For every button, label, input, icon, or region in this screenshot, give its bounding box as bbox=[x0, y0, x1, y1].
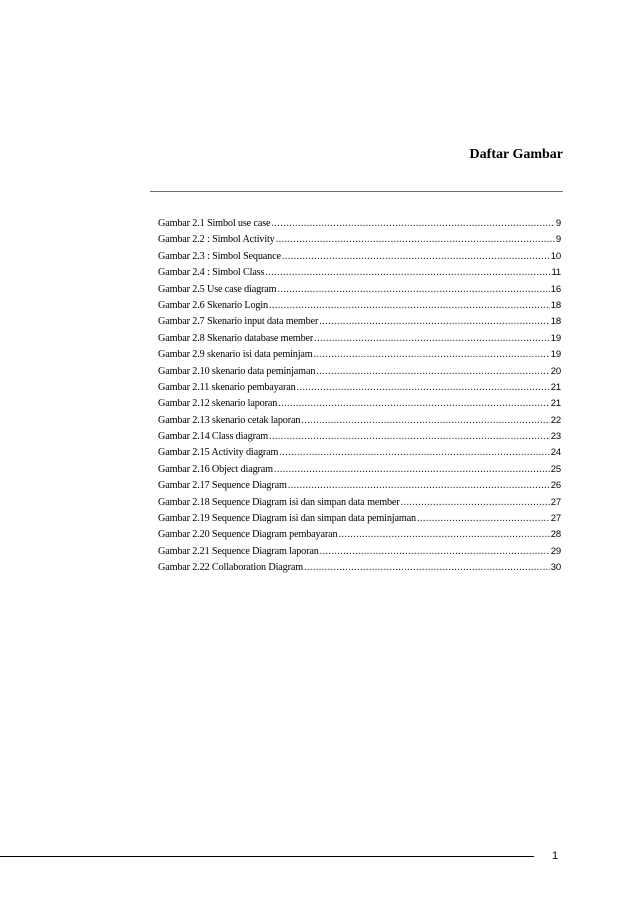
toc-dot-leader bbox=[278, 396, 550, 412]
toc-entry[interactable] bbox=[158, 364, 561, 380]
toc-entry-page-number: 19 bbox=[550, 349, 561, 361]
toc-entry-label: Gambar 2.15 Activity diagram bbox=[158, 447, 279, 459]
toc-entry-label: Gambar 2.17 Sequence Diagram bbox=[158, 480, 287, 492]
toc-entry-page-number: 25 bbox=[550, 463, 561, 475]
toc-dot-leader bbox=[319, 314, 549, 330]
toc-dot-leader bbox=[401, 495, 550, 511]
toc-entry[interactable] bbox=[158, 413, 561, 429]
title-divider bbox=[150, 191, 563, 192]
toc-dot-leader bbox=[269, 429, 550, 445]
toc-entry-page-number: 21 bbox=[550, 381, 561, 393]
toc-entry[interactable] bbox=[158, 527, 561, 543]
toc-entry-label: Gambar 2.8 Skenario database member bbox=[158, 332, 314, 344]
toc-entry-label: Gambar 2.20 Sequence Diagram pembayaran bbox=[158, 529, 338, 541]
toc-entry-page-number: 18 bbox=[550, 316, 561, 328]
toc-entry[interactable] bbox=[158, 511, 561, 527]
toc-entry[interactable] bbox=[158, 282, 561, 298]
toc-entry[interactable] bbox=[158, 478, 561, 494]
toc-entry-page-number: 22 bbox=[550, 414, 561, 426]
toc-entry-label: Gambar 2.7 Skenario input data member bbox=[158, 316, 319, 328]
toc-entry-label: Gambar 2.19 Sequence Diagram isi dan simpan data peminjaman bbox=[158, 513, 416, 525]
toc-dot-leader bbox=[282, 249, 550, 265]
toc-entry-label: Gambar 2.9 skenario isi data peminjam bbox=[158, 349, 313, 361]
toc-entry[interactable] bbox=[158, 560, 561, 576]
figure-list bbox=[158, 216, 561, 577]
toc-entry-label: Gambar 2.12 skenario laporan bbox=[158, 398, 278, 410]
toc-dot-leader bbox=[304, 560, 550, 576]
toc-dot-leader bbox=[320, 544, 550, 560]
toc-entry-label: Gambar 2.2 : Simbol Activity bbox=[158, 234, 275, 246]
toc-entry[interactable] bbox=[158, 331, 561, 347]
toc-dot-leader bbox=[314, 347, 550, 363]
toc-entry-page-number: 16 bbox=[550, 283, 561, 295]
toc-dot-leader bbox=[265, 265, 550, 281]
toc-entry[interactable] bbox=[158, 232, 561, 248]
toc-dot-leader bbox=[316, 364, 549, 380]
toc-dot-leader bbox=[269, 298, 550, 314]
toc-entry-page-number: 26 bbox=[550, 480, 561, 492]
toc-entry[interactable] bbox=[158, 495, 561, 511]
toc-entry-label: Gambar 2.11 skenario pembayaran bbox=[158, 381, 296, 393]
toc-entry-page-number: 30 bbox=[550, 562, 561, 574]
toc-dot-leader bbox=[276, 232, 555, 248]
toc-entry-label: Gambar 2.5 Use case diagram bbox=[158, 283, 277, 295]
toc-entry-page-number: 9 bbox=[555, 218, 561, 229]
toc-dot-leader bbox=[274, 462, 550, 478]
toc-entry-label: Gambar 2.4 : Simbol Class bbox=[158, 267, 265, 279]
toc-dot-leader bbox=[277, 282, 549, 298]
toc-entry-label: Gambar 2.6 Skenario Login bbox=[158, 299, 268, 311]
toc-entry[interactable] bbox=[158, 396, 561, 412]
toc-dot-leader bbox=[279, 445, 549, 461]
toc-entry-page-number: 27 bbox=[550, 496, 561, 508]
toc-entry-page-number: 20 bbox=[550, 365, 561, 377]
toc-entry[interactable] bbox=[158, 462, 561, 478]
toc-entry[interactable] bbox=[158, 314, 561, 330]
toc-entry-page-number: 18 bbox=[550, 299, 561, 311]
toc-entry[interactable] bbox=[158, 298, 561, 314]
toc-entry[interactable] bbox=[158, 347, 561, 363]
toc-entry-page-number: 11 bbox=[551, 267, 561, 279]
toc-dot-leader bbox=[417, 511, 550, 527]
toc-entry-label: Gambar 2.3 : Simbol Sequance bbox=[158, 250, 281, 262]
toc-entry-page-number: 29 bbox=[550, 545, 561, 557]
toc-entry[interactable] bbox=[158, 265, 561, 281]
toc-entry-label: Gambar 2.13 skenario cetak laporan bbox=[158, 414, 301, 426]
toc-entry[interactable] bbox=[158, 445, 561, 461]
toc-entry-label: Gambar 2.10 skenario data peminjaman bbox=[158, 365, 316, 377]
toc-entry[interactable] bbox=[158, 544, 561, 560]
toc-entry[interactable] bbox=[158, 249, 561, 265]
toc-entry-page-number: 10 bbox=[550, 250, 561, 262]
toc-entry[interactable] bbox=[158, 216, 561, 232]
toc-dot-leader bbox=[288, 478, 550, 494]
toc-entry-label: Gambar 2.1 Simbol use case bbox=[158, 218, 271, 229]
toc-entry[interactable] bbox=[158, 429, 561, 445]
toc-entry-label: Gambar 2.16 Object diagram bbox=[158, 463, 273, 475]
toc-entry-label: Gambar 2.22 Collaboration Diagram bbox=[158, 562, 303, 574]
toc-entry-page-number: 19 bbox=[550, 332, 561, 344]
toc-dot-leader bbox=[271, 216, 554, 232]
footer-divider bbox=[0, 856, 534, 857]
toc-entry-label: Gambar 2.14 Class diagram bbox=[158, 431, 268, 443]
toc-dot-leader bbox=[338, 527, 549, 543]
toc-entry-label: Gambar 2.18 Sequence Diagram isi dan simpan data member bbox=[158, 496, 400, 508]
page-number: 1 bbox=[552, 850, 559, 862]
toc-entry[interactable] bbox=[158, 380, 561, 396]
page-title: Daftar Gambar bbox=[469, 147, 563, 162]
toc-dot-leader bbox=[297, 380, 550, 396]
toc-entry-page-number: 27 bbox=[550, 513, 561, 525]
toc-entry-page-number: 24 bbox=[550, 447, 561, 459]
toc-entry-label: Gambar 2.21 Sequence Diagram laporan bbox=[158, 545, 319, 557]
toc-entry-page-number: 21 bbox=[550, 398, 561, 410]
toc-entry-page-number: 23 bbox=[550, 431, 561, 443]
toc-entry-page-number: 9 bbox=[555, 234, 561, 246]
toc-entry-page-number: 28 bbox=[550, 529, 561, 541]
toc-dot-leader bbox=[301, 413, 549, 429]
toc-dot-leader bbox=[314, 331, 550, 347]
